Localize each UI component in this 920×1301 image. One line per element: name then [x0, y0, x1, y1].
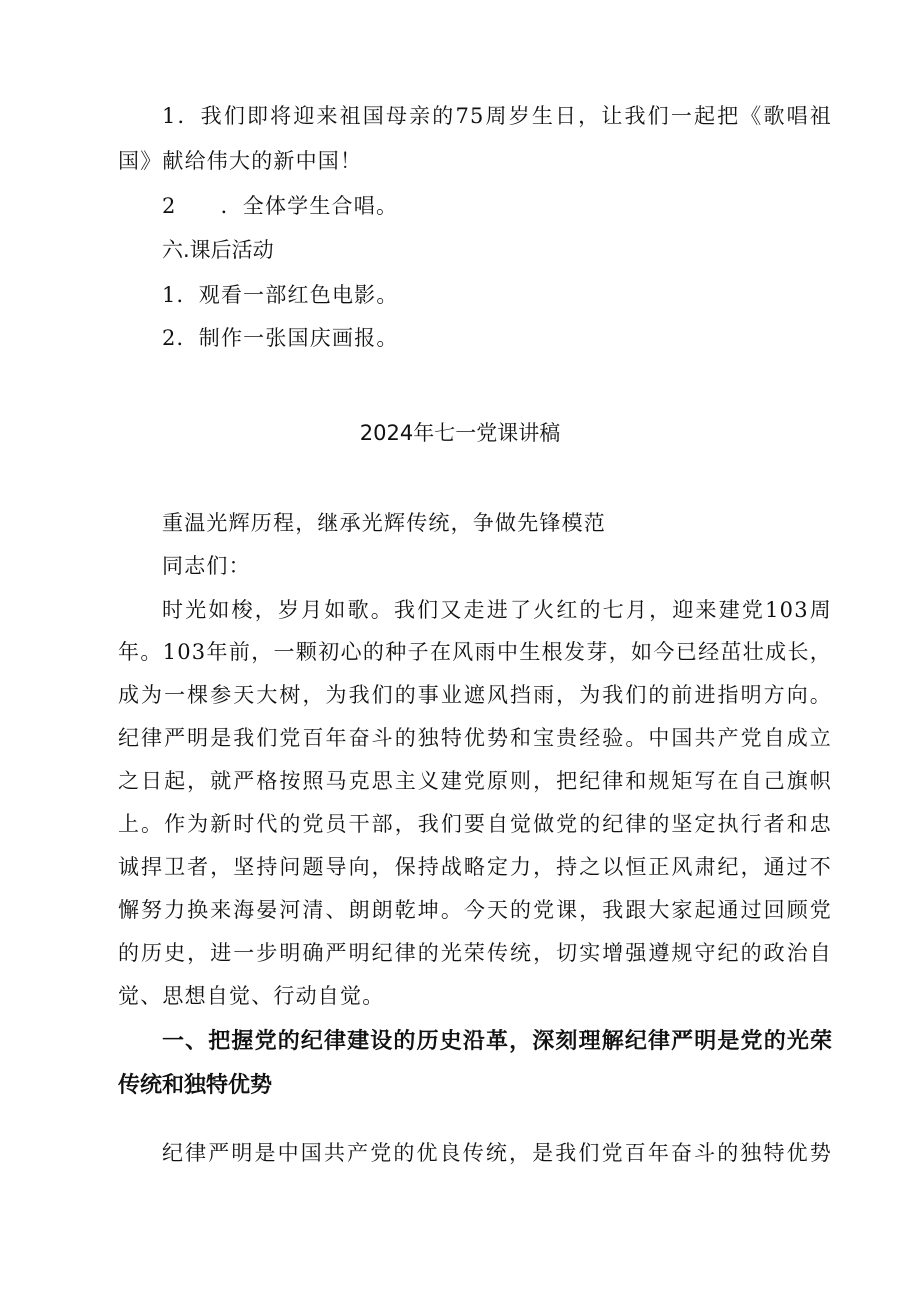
- speech-title: 2024年七一党课讲稿: [359, 421, 561, 445]
- activity-item-1: 1．观看一部红色电影。: [162, 283, 399, 307]
- section-heading-1-line-2: 传统和独特优势: [118, 1073, 273, 1098]
- paragraph-1-line-10: 觉、思想自觉、行动自觉。: [118, 984, 385, 1008]
- section-heading-1-line-1: 一、把握党的纪律建设的历史沿革，深刻理解纪律严明是党的光荣: [162, 1029, 832, 1054]
- paragraph-1-line-9: 的历史，进一步明确严明纪律的光荣传统，切实增强遵规守纪的政治自: [118, 941, 832, 965]
- list-item-2-text: ．全体学生合唱。: [220, 194, 399, 218]
- paragraph-2-line-1: 纪律严明是中国共产党的优良传统，是我们党百年奋斗的独特优势: [162, 1141, 832, 1165]
- list-item-2-number: 2: [162, 194, 177, 218]
- section-heading-after-class: 六.课后活动: [162, 238, 274, 262]
- paragraph-1-line-1: 时光如梭，岁月如歌。我们又走进了火红的七月，迎来建党103周: [162, 598, 832, 622]
- paragraph-1-line-7: 诚捍卫者，坚持问题导向，保持战略定力，持之以恒正风肃纪，通过不: [118, 855, 832, 879]
- paragraph-1-line-2: 年。103年前，一颗初心的种子在风雨中生根发芽，如今已经茁壮成长，: [118, 640, 832, 664]
- speech-subtitle: 重温光辉历程，继承光辉传统，争做先锋模范: [162, 511, 606, 535]
- activity-item-2: 2．制作一张国庆画报。: [162, 326, 399, 350]
- list-item-1-line-1: 1．我们即将迎来祖国母亲的75周岁生日，让我们一起把《歌唱祖: [162, 104, 832, 128]
- paragraph-1-line-4: 纪律严明是我们党百年奋斗的独特优势和宝贵经验。中国共产党自成立: [118, 726, 832, 750]
- paragraph-1-line-6: 上。作为新时代的党员干部，我们要自觉做党的纪律的坚定执行者和忠: [118, 812, 832, 836]
- paragraph-1-line-5: 之日起，就严格按照马克思主义建党原则，把纪律和规矩写在自己旗帜: [118, 769, 832, 793]
- salutation: 同志们：: [162, 554, 251, 578]
- paragraph-1-line-8: 懈努力换来海晏河清、朗朗乾坤。今天的党课，我跟大家起通过回顾党: [118, 898, 832, 922]
- paragraph-1-line-3: 成为一棵参天大树，为我们的事业遮风挡雨，为我们的前进指明方向。: [118, 683, 832, 707]
- list-item-2: [162, 185, 832, 227]
- list-item-1-line-2: 国》献给伟大的新中国！: [118, 149, 363, 173]
